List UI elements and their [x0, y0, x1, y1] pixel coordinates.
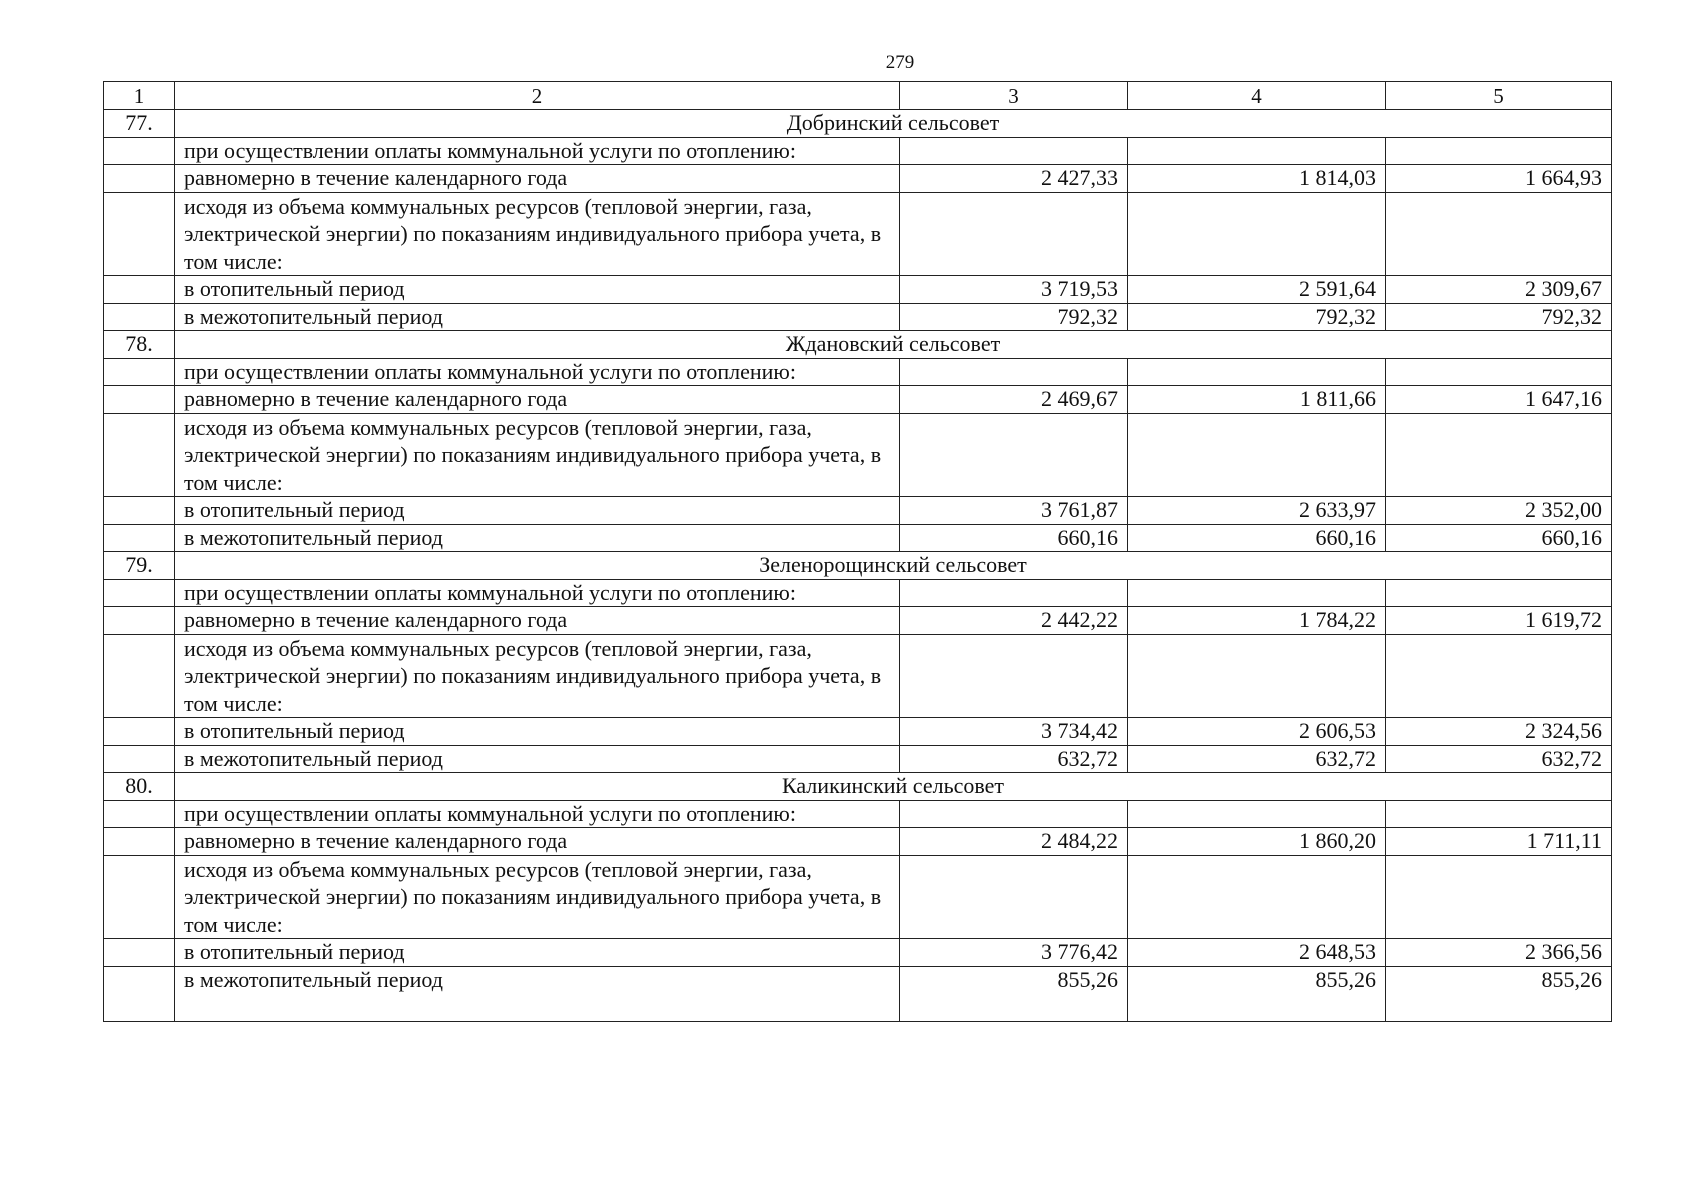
- table-row: [104, 386, 1612, 414]
- table-row: [104, 634, 1612, 718]
- empty-cell: [1128, 579, 1386, 607]
- tariff-table: [103, 81, 1612, 1022]
- section-title: Каликинский сельсовет: [175, 773, 1612, 801]
- table-row: [104, 165, 1612, 193]
- empty-cell: [104, 579, 175, 607]
- section-index: 78.: [104, 331, 175, 359]
- value-cell: 3 719,53: [900, 276, 1128, 304]
- value-cell: 1 647,16: [1386, 386, 1612, 414]
- empty-cell: [104, 828, 175, 856]
- column-header-5: 5: [1386, 82, 1612, 110]
- empty-cell: [104, 358, 175, 386]
- value-cell: 1 814,03: [1128, 165, 1386, 193]
- empty-cell: [900, 192, 1128, 276]
- empty-cell: [1128, 855, 1386, 939]
- empty-cell: [900, 579, 1128, 607]
- value-cell: 2 366,56: [1386, 939, 1612, 967]
- empty-cell: [104, 745, 175, 773]
- empty-cell: [1128, 192, 1386, 276]
- offseason-label: в межотопительный период: [175, 303, 900, 331]
- table-row: [104, 579, 1612, 607]
- section-index: 79.: [104, 552, 175, 580]
- value-cell: 2 591,64: [1128, 276, 1386, 304]
- empty-cell: [104, 966, 175, 1021]
- empty-cell: [900, 358, 1128, 386]
- table-row: [104, 276, 1612, 304]
- empty-cell: [900, 413, 1128, 497]
- uniform-label: равномерно в течение календарного года: [175, 165, 900, 193]
- value-cell: 2 606,53: [1128, 718, 1386, 746]
- section-title: Ждановский сельсовет: [175, 331, 1612, 359]
- value-cell: 1 811,66: [1128, 386, 1386, 414]
- section-header-row: [104, 773, 1612, 801]
- empty-cell: [900, 800, 1128, 828]
- table-row: [104, 718, 1612, 746]
- value-cell: 3 776,42: [900, 939, 1128, 967]
- empty-cell: [1128, 413, 1386, 497]
- empty-cell: [1128, 137, 1386, 165]
- empty-cell: [900, 855, 1128, 939]
- empty-cell: [104, 718, 175, 746]
- value-cell: 792,32: [900, 303, 1128, 331]
- value-cell: 2 324,56: [1386, 718, 1612, 746]
- uniform-label: равномерно в течение календарного года: [175, 828, 900, 856]
- empty-cell: [1128, 800, 1386, 828]
- empty-cell: [1386, 192, 1612, 276]
- empty-cell: [104, 634, 175, 718]
- empty-cell: [104, 303, 175, 331]
- empty-cell: [104, 165, 175, 193]
- value-cell: 660,16: [1128, 524, 1386, 552]
- meter-label: исходя из объема коммунальных ресурсов (тепловой энергии, газа, электрической энергии) по показаниям индивидуального прибора учета, в том числе:: [175, 855, 900, 939]
- meter-label: исходя из объема коммунальных ресурсов (тепловой энергии, газа, электрической энергии) по показаниям индивидуального прибора учета, в том числе:: [175, 634, 900, 718]
- section-header-row: [104, 331, 1612, 359]
- uniform-label: равномерно в течение календарного года: [175, 386, 900, 414]
- table-header-row: [104, 82, 1612, 110]
- heating-label: в отопительный период: [175, 718, 900, 746]
- empty-cell: [104, 413, 175, 497]
- table-row: [104, 137, 1612, 165]
- column-header-3: 3: [900, 82, 1128, 110]
- table-row: [104, 828, 1612, 856]
- heating-label: в отопительный период: [175, 497, 900, 525]
- empty-cell: [104, 524, 175, 552]
- table-row: [104, 966, 1612, 1021]
- table-row: [104, 800, 1612, 828]
- value-cell: 3 734,42: [900, 718, 1128, 746]
- value-cell: 632,72: [1128, 745, 1386, 773]
- value-cell: 855,26: [1128, 966, 1386, 1021]
- empty-cell: [104, 855, 175, 939]
- table-row: [104, 607, 1612, 635]
- empty-cell: [104, 607, 175, 635]
- empty-cell: [1386, 800, 1612, 828]
- table-row: [104, 303, 1612, 331]
- value-cell: 1 784,22: [1128, 607, 1386, 635]
- table-row: [104, 358, 1612, 386]
- value-cell: 2 427,33: [900, 165, 1128, 193]
- value-cell: 2 469,67: [900, 386, 1128, 414]
- empty-cell: [104, 939, 175, 967]
- column-header-2: 2: [175, 82, 900, 110]
- section-index: 80.: [104, 773, 175, 801]
- empty-cell: [900, 137, 1128, 165]
- empty-cell: [104, 276, 175, 304]
- intro-text: при осуществлении оплаты коммунальной услуги по отоплению:: [175, 358, 900, 386]
- section-header-row: [104, 552, 1612, 580]
- value-cell: 2 442,22: [900, 607, 1128, 635]
- table-row: [104, 497, 1612, 525]
- value-cell: 1 711,11: [1386, 828, 1612, 856]
- intro-text: при осуществлении оплаты коммунальной услуги по отоплению:: [175, 800, 900, 828]
- value-cell: 2 648,53: [1128, 939, 1386, 967]
- intro-text: при осуществлении оплаты коммунальной услуги по отоплению:: [175, 579, 900, 607]
- value-cell: 2 633,97: [1128, 497, 1386, 525]
- value-cell: 1 664,93: [1386, 165, 1612, 193]
- intro-text: при осуществлении оплаты коммунальной услуги по отоплению:: [175, 137, 900, 165]
- offseason-label: в межотопительный период: [175, 745, 900, 773]
- empty-cell: [1386, 579, 1612, 607]
- value-cell: 1 619,72: [1386, 607, 1612, 635]
- value-cell: 792,32: [1386, 303, 1612, 331]
- table-row: [104, 939, 1612, 967]
- empty-cell: [104, 497, 175, 525]
- empty-cell: [1128, 358, 1386, 386]
- empty-cell: [104, 386, 175, 414]
- offseason-label: в межотопительный период: [175, 524, 900, 552]
- table-row: [104, 745, 1612, 773]
- column-header-1: 1: [104, 82, 175, 110]
- empty-cell: [104, 800, 175, 828]
- value-cell: 632,72: [900, 745, 1128, 773]
- empty-cell: [1386, 634, 1612, 718]
- value-cell: 792,32: [1128, 303, 1386, 331]
- value-cell: 855,26: [1386, 966, 1612, 1021]
- empty-cell: [1386, 358, 1612, 386]
- page-number: 279: [885, 52, 915, 73]
- empty-cell: [1386, 137, 1612, 165]
- section-title: Добринский сельсовет: [175, 110, 1612, 138]
- table-row: [104, 524, 1612, 552]
- value-cell: 855,26: [900, 966, 1128, 1021]
- empty-cell: [1386, 413, 1612, 497]
- column-header-4: 4: [1128, 82, 1386, 110]
- uniform-label: равномерно в течение календарного года: [175, 607, 900, 635]
- empty-cell: [900, 634, 1128, 718]
- heating-label: в отопительный период: [175, 939, 900, 967]
- value-cell: 2 352,00: [1386, 497, 1612, 525]
- value-cell: 2 484,22: [900, 828, 1128, 856]
- table-row: [104, 192, 1612, 276]
- value-cell: 2 309,67: [1386, 276, 1612, 304]
- empty-cell: [1128, 634, 1386, 718]
- section-title: Зеленорощинский сельсовет: [175, 552, 1612, 580]
- table-row: [104, 855, 1612, 939]
- heating-label: в отопительный период: [175, 276, 900, 304]
- empty-cell: [104, 137, 175, 165]
- meter-label: исходя из объема коммунальных ресурсов (тепловой энергии, газа, электрической энергии) по показаниям индивидуального прибора учета, в том числе:: [175, 192, 900, 276]
- value-cell: 1 860,20: [1128, 828, 1386, 856]
- value-cell: 660,16: [900, 524, 1128, 552]
- section-index: 77.: [104, 110, 175, 138]
- table-row: [104, 413, 1612, 497]
- value-cell: 632,72: [1386, 745, 1612, 773]
- section-header-row: [104, 110, 1612, 138]
- value-cell: 660,16: [1386, 524, 1612, 552]
- value-cell: 3 761,87: [900, 497, 1128, 525]
- empty-cell: [104, 192, 175, 276]
- meter-label: исходя из объема коммунальных ресурсов (тепловой энергии, газа, электрической энергии) по показаниям индивидуального прибора учета, в том числе:: [175, 413, 900, 497]
- offseason-label: в межотопительный период: [175, 966, 900, 1021]
- empty-cell: [1386, 855, 1612, 939]
